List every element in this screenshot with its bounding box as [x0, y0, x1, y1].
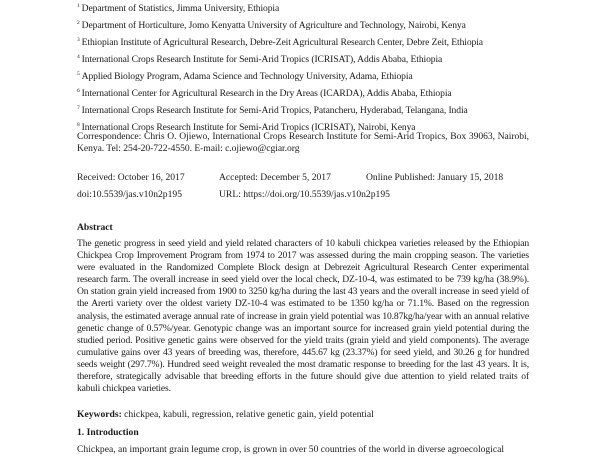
affiliation-number: 7 — [77, 105, 80, 111]
affiliation-4 — [77, 51, 442, 66]
affiliation-text: Department of Statistics, Jimma University, Ethiopia — [81, 3, 280, 14]
affiliation-2 — [77, 17, 466, 32]
affiliation-text: Department of Horticulture, Jomo Kenyatta University of Agriculture and Technology, Nairobi, Kenya — [81, 20, 466, 31]
affiliation-number: 4 — [77, 54, 80, 60]
keywords — [77, 409, 374, 421]
affiliation-text: International Crops Research Institute for Semi-Arid Tropics (ICRISAT), Nairobi, Kenya — [81, 122, 416, 133]
keywords-text: chickpea, kabuli, regression, relative genetic gain, yield potential — [121, 409, 374, 420]
affiliation-text: International Crops Research Institute for Semi-Arid Tropics (ICRISAT), Addis Ababa, Ethiopia — [81, 54, 443, 65]
affiliation-1 — [77, 0, 279, 15]
affiliation-number: 3 — [77, 37, 80, 43]
affiliation-5 — [77, 68, 413, 83]
affiliation-3 — [77, 34, 483, 49]
keywords-label: Keywords: — [77, 409, 122, 420]
accepted-date: Accepted: December 5, 2017 — [219, 172, 331, 183]
affiliation-number: 2 — [77, 20, 80, 26]
affiliation-7 — [77, 102, 468, 117]
doi[interactable]: doi:10.5539/jas.v10n2p195 — [77, 189, 182, 200]
affiliation-number: 8 — [77, 122, 80, 128]
received-date: Received: October 16, 2017 — [77, 172, 185, 183]
correspondence: Correspondence: Chris O. Ojiewo, International Crops Research Institute for Semi-Arid Tropics, Box 39063, Nairobi, Kenya. Tel: 254-20-722-4550. E-mail: c.ojiewo@cgiar.org — [77, 131, 529, 155]
affiliation-text: Applied Biology Program, Adama Science and Technology University, Adama, Ethiopia — [81, 71, 413, 82]
affiliation-text: International Crops Research Institute for Semi-Arid Tropics, Patancheru, Hyderabad, Telangana, India — [81, 105, 468, 116]
publication-dates — [77, 172, 529, 184]
published-date: Online Published: January 15, 2018 — [366, 172, 504, 183]
affiliation-number: 1 — [77, 3, 80, 9]
url-link[interactable]: URL: https://doi.org/10.5539/jas.v10n2p195 — [219, 189, 390, 200]
affiliation-text: Ethiopian Institute of Agricultural Research, Debre-Zeit Agricultural Research Center, Debre Zeit, Ethiopia — [81, 37, 483, 48]
affiliation-number: 5 — [77, 71, 80, 77]
affiliation-text: International Center for Agricultural Research in the Dry Areas (ICARDA), Addis Ababa, Ethiopia — [81, 88, 452, 99]
affiliation-number: 6 — [77, 88, 80, 94]
affiliation-6 — [77, 85, 452, 100]
introduction-heading: 1. Introduction — [77, 427, 139, 438]
introduction-text: Chickpea, an important grain legume crop, is grown in over 50 countries of the world in diverse agroecological — [77, 444, 505, 455]
abstract-text: The genetic progress in seed yield and yield related characters of 10 kabuli chickpea varieties released by the Ethiopian Chickpea Crop Improvement Program from 1974 to 2017 was assessed during the main cropping season. The varieties were evaluated in the Randomized Complete Block design at Debrezeit Agricultural Research Center experimental research farm. The overall increase in seed yield over the local check, DZ-10-4, was estimated to be 739 kg/ha (38.9%). On station grain yield increased from 1900 to 3250 kg/ha during the last 43 years and the overall increase in seed yield of the Arerti variety over the oldest variety DZ-10-4 was estimated to be 1350 kg/ha or 71.1%. Based on the regression analysis, the estimated average annual rate of increase in grain yield potential was 10.87kg/ha/year with an annual relative genetic change of 0.57%/year. Genotypic change was an important source for increased grain yield potential during the studied period. Positive genetic gains were observed for the yield traits (grain yield and yield components). The average cumulative gains over 43 years of breeding was, therefore, 445.67 kg (23.37%) for seed yield, and 30.26 g for hundred seeds weight (297.7%). Hundred seed weight revealed the most dramatic response to breeding for the last 43 years. It is, therefore, strategically advisable that breeding efforts in the future should give due attention to yield related traits of kabuli chickpea varieties. — [77, 238, 529, 395]
abstract-heading: Abstract — [77, 222, 113, 233]
doi-row — [77, 189, 529, 201]
